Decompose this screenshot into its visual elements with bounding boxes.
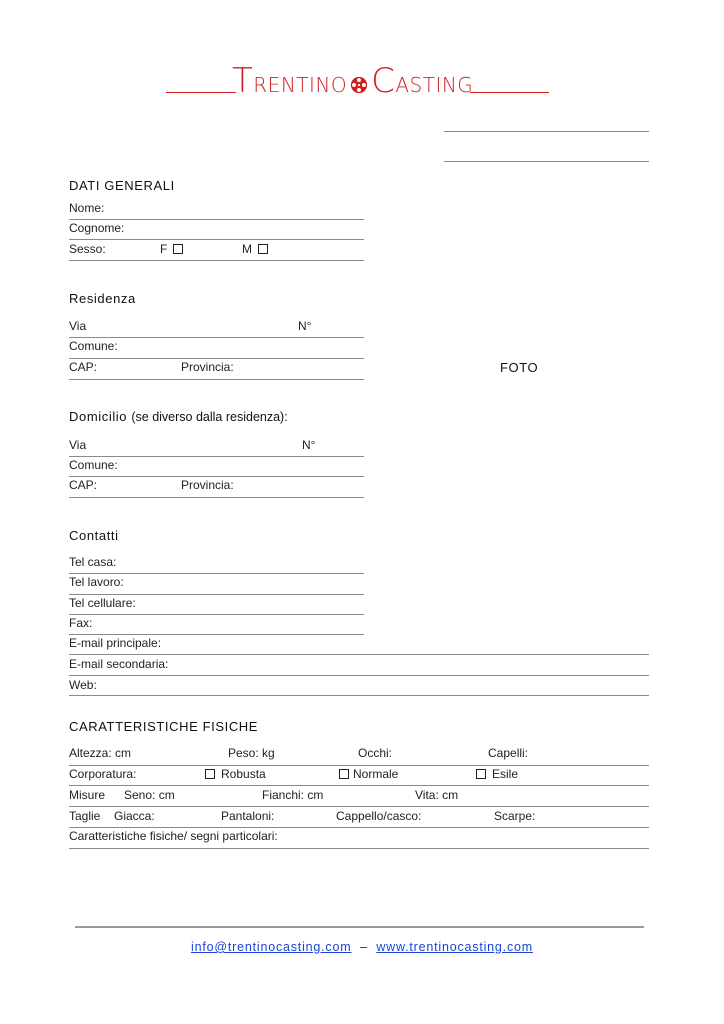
label-fianchi: Fianchi: cm — [262, 788, 324, 802]
field-line-residenza-cap[interactable] — [69, 379, 364, 380]
label-residenza-via: Via — [69, 319, 87, 333]
field-line-fax[interactable] — [69, 634, 364, 635]
label-residenza-cap: CAP: — [69, 360, 98, 374]
option-sesso-f[interactable] — [160, 242, 183, 256]
label-cognome: Cognome: — [69, 221, 125, 235]
section-title-residenza: Residenza — [69, 291, 136, 306]
option-label-robusta: Robusta — [221, 767, 266, 781]
signature-line-1[interactable] — [444, 131, 649, 132]
film-reel-icon — [350, 76, 368, 94]
footer-email-link[interactable]: info@trentinocasting.com — [191, 940, 352, 954]
label-cappello: Cappello/casco: — [336, 809, 422, 823]
domicilio-title: Domicilio — [69, 409, 128, 424]
photo-placeholder-label: FOTO — [500, 360, 539, 375]
section-title-caratteristiche-fisiche: CARATTERISTICHE FISICHE — [69, 719, 259, 734]
checkbox-f[interactable] — [173, 244, 183, 254]
label-seno: Seno: cm — [124, 788, 175, 802]
checkbox-m[interactable] — [258, 244, 268, 254]
label-tel-casa: Tel casa: — [69, 555, 117, 569]
label-capelli: Capelli: — [488, 746, 529, 760]
label-residenza-provincia: Provincia: — [181, 360, 234, 374]
footer-divider — [75, 926, 644, 928]
footer — [0, 940, 724, 954]
label-domicilio-comune: Comune: — [69, 458, 118, 472]
label-domicilio-cap: CAP: — [69, 478, 98, 492]
label-email-principale: E-mail principale: — [69, 636, 162, 650]
label-residenza-numero: N° — [298, 319, 312, 333]
logo-line-right — [470, 92, 549, 93]
checkbox-normale[interactable] — [339, 769, 349, 779]
label-web: Web: — [69, 678, 97, 692]
logo-text-asting: ASTING — [395, 73, 474, 97]
option-label-esile: Esile — [492, 767, 519, 781]
field-line-misure[interactable] — [69, 806, 649, 807]
section-title-dati-generali: DATI GENERALI — [69, 178, 175, 193]
section-title-domicilio — [69, 409, 288, 424]
label-fax: Fax: — [69, 616, 93, 630]
label-pantaloni: Pantaloni: — [221, 809, 275, 823]
field-line-sesso[interactable] — [69, 260, 364, 261]
logo-initial-t: T — [232, 61, 254, 101]
footer-website-link[interactable]: www.trentinocasting.com — [376, 940, 533, 954]
field-line-email-principale[interactable] — [69, 654, 649, 655]
label-scarpe: Scarpe: — [494, 809, 536, 823]
section-title-contatti: Contatti — [69, 528, 119, 543]
field-line-cognome[interactable] — [69, 239, 364, 240]
label-residenza-comune: Comune: — [69, 339, 118, 353]
field-line-tel-lavoro[interactable] — [69, 594, 364, 595]
label-sesso: Sesso: — [69, 242, 106, 256]
signature-line-2[interactable] — [444, 161, 649, 162]
field-line-domicilio-comune[interactable] — [69, 476, 364, 477]
brand-logo — [232, 61, 474, 101]
domicilio-subtitle: (se diverso dalla residenza): — [131, 410, 288, 424]
label-tel-lavoro: Tel lavoro: — [69, 575, 124, 589]
option-normale[interactable] — [339, 767, 398, 781]
field-line-nome[interactable] — [69, 219, 364, 220]
field-line-taglie[interactable] — [69, 827, 649, 828]
logo-text-rentino: RENTINO — [253, 73, 348, 97]
footer-separator: – — [360, 940, 368, 954]
field-line-tel-casa[interactable] — [69, 573, 364, 574]
checkbox-esile[interactable] — [476, 769, 486, 779]
label-segni-particolari: Caratteristiche fisiche/ segni particolari: — [69, 829, 278, 843]
checkbox-robusta[interactable] — [205, 769, 215, 779]
label-domicilio-provincia: Provincia: — [181, 478, 234, 492]
field-line-web[interactable] — [69, 695, 649, 696]
label-corporatura: Corporatura: — [69, 767, 137, 781]
field-line-segni-particolari[interactable] — [69, 848, 649, 849]
logo-line-left — [166, 92, 236, 93]
field-line-residenza-via[interactable] — [69, 337, 364, 338]
logo-initial-c: C — [371, 61, 396, 101]
field-line-tel-cellulare[interactable] — [69, 614, 364, 615]
option-label-normale: Normale — [353, 767, 399, 781]
label-tel-cellulare: Tel cellulare: — [69, 596, 136, 610]
field-line-corporatura[interactable] — [69, 785, 649, 786]
option-sesso-m[interactable] — [242, 242, 268, 256]
label-nome: Nome: — [69, 201, 105, 215]
label-domicilio-via: Via — [69, 438, 87, 452]
field-line-email-secondaria[interactable] — [69, 675, 649, 676]
label-taglie: Taglie — [69, 809, 101, 823]
field-line-residenza-comune[interactable] — [69, 358, 364, 359]
label-misure: Misure — [69, 788, 106, 802]
label-peso: Peso: kg — [228, 746, 275, 760]
field-line-domicilio-cap[interactable] — [69, 497, 364, 498]
option-esile[interactable] — [476, 767, 518, 781]
field-line-domicilio-via[interactable] — [69, 456, 364, 457]
label-vita: Vita: cm — [415, 788, 459, 802]
option-robusta[interactable] — [205, 767, 266, 781]
field-line-altezza[interactable] — [69, 765, 649, 766]
option-label-m: M — [242, 242, 252, 256]
label-altezza: Altezza: cm — [69, 746, 132, 760]
label-occhi: Occhi: — [358, 746, 393, 760]
label-giacca: Giacca: — [114, 809, 155, 823]
label-email-secondaria: E-mail secondaria: — [69, 657, 169, 671]
option-label-f: F — [160, 242, 168, 256]
label-domicilio-numero: N° — [302, 438, 316, 452]
